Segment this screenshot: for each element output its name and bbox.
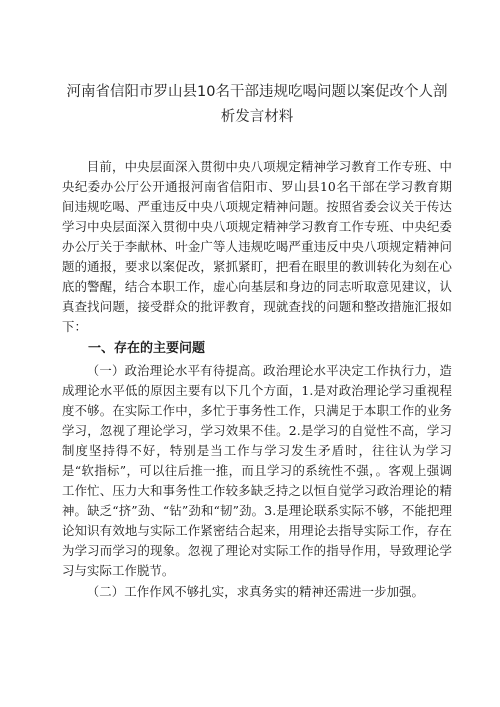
- section-heading-main-problems: 一、存在的主要问题: [88, 341, 206, 356]
- intro-paragraph: 目前，中央层面深入贯彻中央八项规定精神学习教育工作专班、中央纪委办公厅公开通报河南省信阳市、罗山县10名干部在学习教育期间违规吃喝、严重违反中央八项规定精神问题。按照省委会议关于传达学习中央层面深入贯彻中央八项规定精神学习教育工作专班、中央纪委办公厅关于李献林、叶金广等人违规吃喝严重违反中央八项规定精神问题的通报，要求以案促改，紧抓紧盯，把看在眼里的教训转化为刻在心底的警醒，结合本职工作，虚心向基层和身边的同志听取意见建议，认真查找问题，接受群众的批评教育，现就查找的问题和整改措施汇报如下：: [62, 159, 452, 334]
- paragraph-work-style: （二）工作作风不够扎实，求真务实的精神还需进一步加强。: [86, 584, 425, 599]
- document-title: 河南省信阳市罗山县10名干部违规吃喝问题以案促改个人剖析发言材料: [66, 84, 448, 125]
- paragraph-political-theory: （一）政治理论水平有待提高。政治理论水平决定工作执行力，造成理论水平低的原因主要有以下几个方面，1.是对政治理论学习重视程度不够。在实际工作中，多忙于事务性工作，只满足于本职工作的业务学习，忽视了理论学习，学习效果不佳。2.是学习的自觉性不高，学习制度坚持得不好，特别是当工作与学习发生矛盾时，往往认为学习是“软指标”，可以往后推一推，而且学习的系统性不强，。客观上强调工作忙、压力大和事务性工作较多缺乏持之以恒自觉学习政治理论的精神。缺乏“挤”劲、“钻”劲和“韧”劲。3.是理论联系实际不够，不能把理论知识有效地与实际工作紧密结合起来，用理论去指导实际工作，存在为学习而学习的现象。忽视了理论对实际工作的指导作用，导致理论学习与实际工作脱节。: [62, 363, 452, 578]
